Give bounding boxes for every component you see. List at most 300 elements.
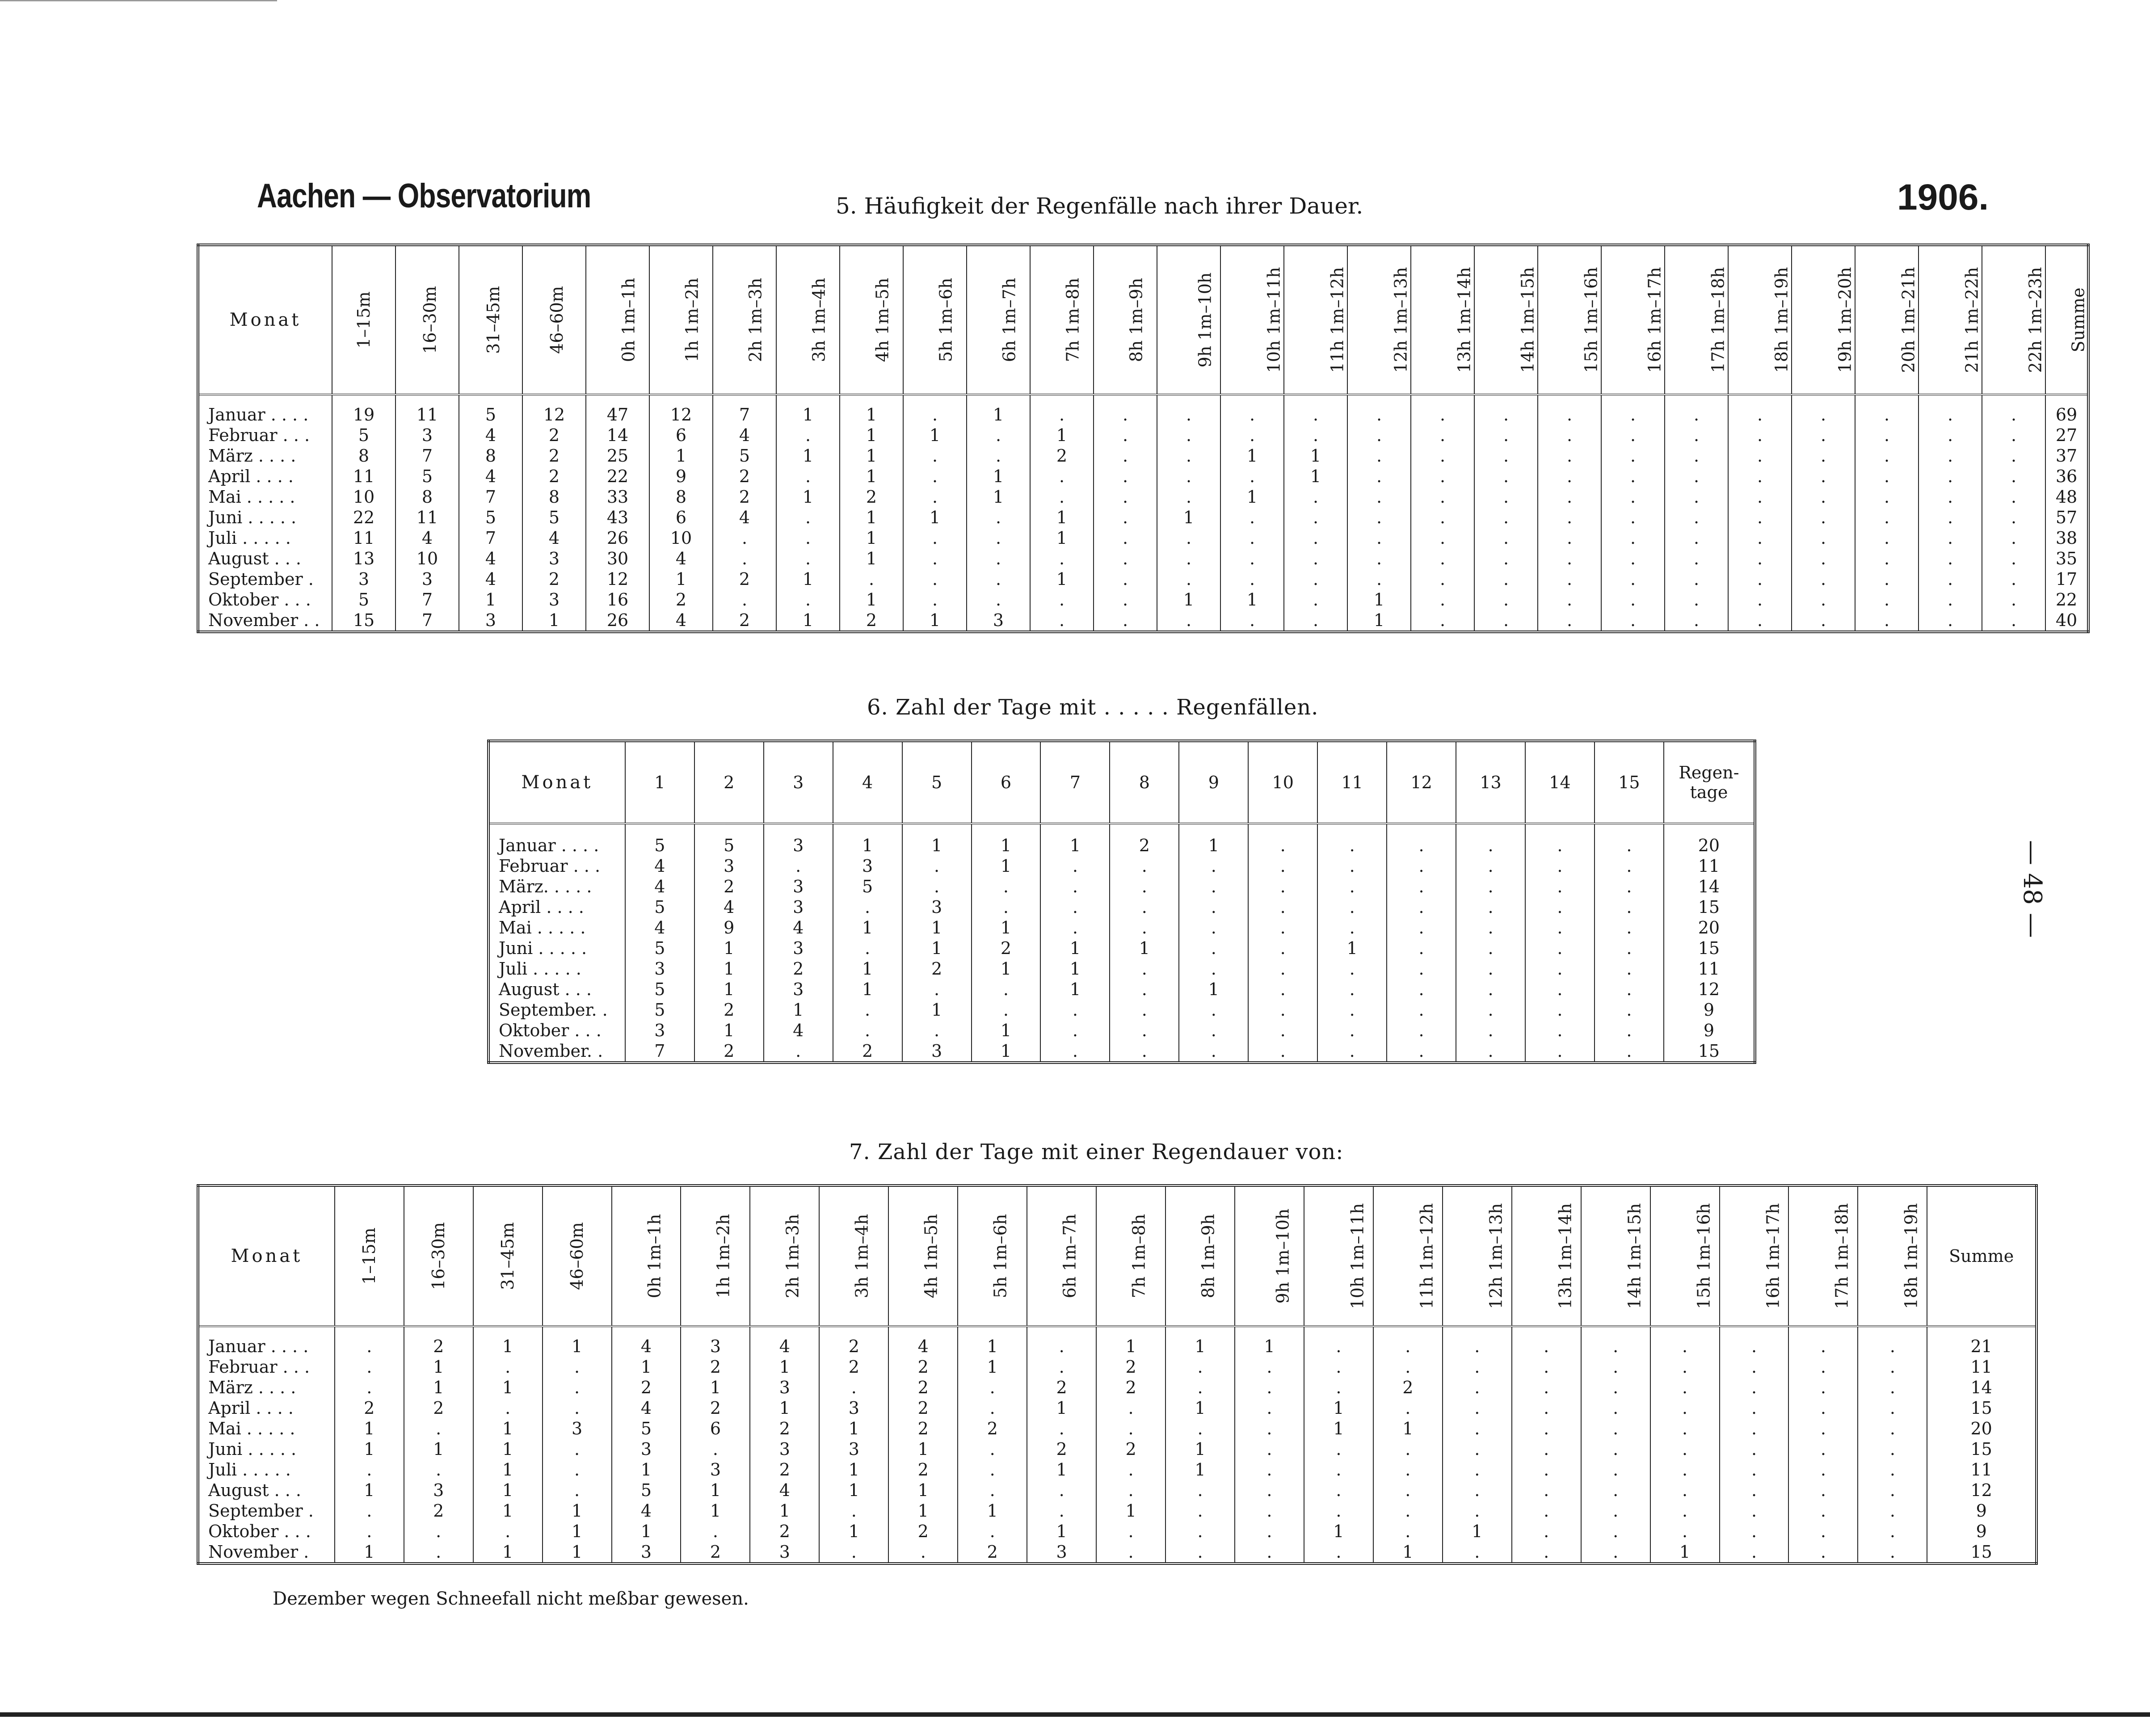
table-cell: . [1792, 466, 1855, 487]
table-cell: . [1855, 487, 1919, 507]
table-cell: . [1110, 917, 1179, 938]
table-cell: . [1788, 1542, 1858, 1564]
table-cell: . [1443, 1398, 1512, 1418]
table-cell: 8 [522, 487, 586, 507]
table-cell: 2 [1096, 1357, 1165, 1377]
column-header-label: 46–60m [547, 286, 567, 354]
table-cell: 5 [833, 876, 902, 897]
table-cell: 6 [649, 425, 713, 446]
table-cell: 1 [972, 917, 1041, 938]
spacer-cell [681, 1326, 750, 1336]
column-header-label: 16h 1m–17h [1645, 267, 1665, 373]
column-header-label: 31–45m [498, 1222, 518, 1290]
table-cell: 1 [543, 1542, 612, 1564]
table-cell: . [1347, 528, 1411, 548]
table-cell: 3 [902, 1041, 972, 1063]
table-cell: . [1248, 958, 1317, 979]
table-cell: . [713, 548, 776, 569]
column-header-month: Monat [488, 741, 625, 824]
column-header [967, 245, 1030, 395]
column-header-label: 11h 1m–12h [1417, 1203, 1437, 1309]
table-cell: . [1601, 589, 1665, 610]
table-cell: . [1235, 1418, 1304, 1439]
column-header-label: 12h 1m–13h [1486, 1203, 1506, 1309]
column-header-label: 13h 1m–14h [1454, 267, 1474, 373]
table-cell: 2 [750, 1521, 819, 1542]
table-cell: . [1512, 1418, 1581, 1439]
spacer-cell [1284, 395, 1347, 404]
top-rule [0, 0, 277, 1]
spacer-cell [1728, 395, 1792, 404]
table-cell: . [1792, 528, 1855, 548]
table-cell: . [1030, 466, 1094, 487]
table-cell: . [1474, 528, 1538, 548]
table-cell: . [1284, 610, 1347, 632]
table-cell: . [1512, 1439, 1581, 1459]
column-header-label: 10 [1272, 773, 1294, 792]
table-cell: . [335, 1377, 404, 1398]
table-row [198, 548, 2088, 569]
table-cell: . [1788, 1398, 1858, 1418]
table-cell: . [1220, 569, 1284, 589]
table-cell: . [776, 425, 840, 446]
table-cell: . [1792, 404, 1855, 425]
spacer-cell [694, 824, 764, 835]
spacer-cell [1474, 395, 1538, 404]
table-cell: 3 [764, 938, 833, 958]
table-cell: . [1512, 1542, 1581, 1564]
column-header-label: 4 [862, 773, 873, 792]
month-label: Januar . . . . [499, 836, 599, 855]
month-label: April . . . . [208, 467, 294, 486]
table-cell: . [1665, 487, 1728, 507]
table-cell: . [1387, 856, 1456, 876]
spacer-cell [1665, 395, 1728, 404]
table-cell: 2 [1096, 1377, 1165, 1398]
table-cell: . [1317, 958, 1387, 979]
table-cell: . [1512, 1480, 1581, 1501]
table-cell: . [1728, 446, 1792, 466]
table-cell: . [1373, 1501, 1443, 1521]
table-cell: . [1982, 528, 2045, 548]
table-cell: . [1094, 446, 1157, 466]
month-label: August . . . [208, 549, 301, 568]
table-cell: . [1179, 938, 1248, 958]
table-cell: 1 [335, 1542, 404, 1564]
table-cell: . [404, 1542, 473, 1564]
table-cell: 4 [459, 569, 522, 589]
table-cell: . [1456, 958, 1525, 979]
table-cell: 4 [713, 425, 776, 446]
table-cell: . [1982, 569, 2045, 589]
table-cell: . [1456, 1000, 1525, 1020]
table-cell: . [1581, 1357, 1650, 1377]
spacer-cell [902, 824, 972, 835]
table-cell: . [1220, 466, 1284, 487]
table-cell: 4 [888, 1336, 958, 1357]
column-header-label: 16–30m [429, 1222, 449, 1290]
month-label: Oktober . . . [208, 590, 311, 609]
table-cell: . [1027, 1418, 1096, 1439]
table-cell: . [1411, 446, 1474, 466]
table-cell: 1 [888, 1439, 958, 1459]
table-cell: . [1919, 610, 1982, 632]
table-cell: 6 [649, 507, 713, 528]
table-cell: . [958, 1377, 1027, 1398]
column-header [958, 1185, 1027, 1326]
table-cell: . [1538, 610, 1601, 632]
spacer-cell [1317, 824, 1387, 835]
table-cell: 2 [694, 876, 764, 897]
table-cell: 1 [473, 1501, 543, 1521]
table-cell: . [1512, 1501, 1581, 1521]
table-cell: . [543, 1377, 612, 1398]
column-header-label: 10h 1m–11h [1264, 267, 1284, 373]
column-header [332, 245, 395, 395]
table-cell: 3 [612, 1439, 681, 1459]
table-cell: . [1411, 425, 1474, 446]
column-header-label: 8h 1m–9h [1198, 1214, 1218, 1299]
table-cell: 4 [459, 425, 522, 446]
bottom-rule [0, 1712, 2150, 1717]
table-cell: 1 [819, 1459, 888, 1480]
table-cell: 3 [395, 569, 459, 589]
column-header-label: 5h 1m–6h [990, 1214, 1010, 1299]
table-cell: . [1538, 466, 1601, 487]
table-cell: . [1855, 425, 1919, 446]
table-cell: . [972, 876, 1041, 897]
column-header [1538, 245, 1601, 395]
table-cell: 47 [586, 404, 649, 425]
table-cell: . [1157, 528, 1220, 548]
month-label: August . . . [499, 979, 592, 999]
table-cell: 2 [958, 1542, 1027, 1564]
table-cell: . [1411, 507, 1474, 528]
table-cell: . [1595, 1041, 1664, 1063]
month-label: Februar . . . [499, 856, 601, 876]
column-header [335, 1185, 404, 1326]
spacer-cell [1179, 824, 1248, 835]
table-cell: 2 [694, 1041, 764, 1063]
table-cell: . [1304, 1357, 1373, 1377]
table-cell: 5 [459, 404, 522, 425]
table-cell: 1 [840, 466, 903, 487]
table-cell: . [1235, 1398, 1304, 1418]
table-cell: . [1157, 446, 1220, 466]
table-cell: . [1650, 1357, 1720, 1377]
table-cell: 2 [888, 1357, 958, 1377]
column-header-label: 5h 1m–6h [936, 277, 956, 362]
table-cell: . [1538, 589, 1601, 610]
column-header [1096, 1185, 1165, 1326]
table-cell: 10 [332, 487, 395, 507]
column-header [522, 245, 586, 395]
table-cell: . [1248, 1000, 1317, 1020]
table-cell: . [1595, 856, 1664, 876]
column-header-label: 6h 1m–7h [1060, 1214, 1080, 1299]
column-header [1030, 245, 1094, 395]
table-cell: . [1474, 507, 1538, 528]
table-row [198, 1418, 2036, 1439]
table-cell: . [1235, 1439, 1304, 1459]
month-label: Februar . . . [208, 1357, 310, 1377]
table-cell: 3 [404, 1480, 473, 1501]
table-cell: . [1474, 589, 1538, 610]
spacer-cell [1982, 395, 2045, 404]
column-header-label: 6h 1m–7h [999, 277, 1019, 362]
table-cell: . [1538, 528, 1601, 548]
table-cell: 1 [902, 938, 972, 958]
table-cell: . [1855, 507, 1919, 528]
table-cell: . [1235, 1480, 1304, 1501]
table-cell: . [1347, 446, 1411, 466]
table-cell: . [1855, 404, 1919, 425]
table-cell: . [776, 528, 840, 548]
column-header [1927, 1185, 2036, 1326]
table-cell: 13 [332, 548, 395, 569]
table-cell: . [1665, 425, 1728, 446]
column-header-label: 2 [724, 773, 735, 792]
section-title-7: 7. Zahl der Tage mit einer Regendauer von: [849, 1139, 1344, 1164]
table-cell: . [1347, 548, 1411, 569]
table-cell: . [1601, 404, 1665, 425]
table-cell: . [1728, 404, 1792, 425]
table-cell: . [1982, 466, 2045, 487]
table-cell: . [1595, 958, 1664, 979]
table-cell: 5 [612, 1480, 681, 1501]
table-cell: . [903, 589, 967, 610]
table-cell: 4 [459, 466, 522, 487]
month-label: September. . [499, 1000, 608, 1020]
table-cell: . [1387, 835, 1456, 856]
table-cell: . [1304, 1542, 1373, 1564]
table-cell: . [335, 1357, 404, 1377]
table-cell: 1 [819, 1521, 888, 1542]
table-cell: 1 [473, 1377, 543, 1398]
table-cell: 2 [694, 1000, 764, 1020]
column-header [1720, 1185, 1789, 1326]
table-cell: . [473, 1398, 543, 1418]
table-cell: 1 [694, 1020, 764, 1041]
table-cell: 7 [459, 487, 522, 507]
table-cell: . [1525, 979, 1595, 1000]
table-cell: . [1094, 425, 1157, 446]
month-label: Juli . . . . . [208, 528, 291, 548]
table-cell: . [958, 1521, 1027, 1542]
table-cell: . [1788, 1418, 1858, 1439]
spacer-cell [1581, 1326, 1650, 1336]
table-cell: 1 [1030, 425, 1094, 446]
table-cell: . [1284, 425, 1347, 446]
table-cell: 1 [750, 1501, 819, 1521]
column-header [1347, 245, 1411, 395]
table-cell: 27 [2045, 425, 2088, 446]
page-number: — 48 — [2018, 840, 2047, 938]
table-cell: 5 [625, 835, 694, 856]
table-cell: 1 [1179, 979, 1248, 1000]
table-cell: 1 [1317, 938, 1387, 958]
table-row [198, 466, 2088, 487]
table-cell: 1 [473, 1459, 543, 1480]
spacer-cell [1110, 824, 1179, 835]
table-row [198, 1542, 2036, 1564]
table-cell: 15 [1927, 1542, 2036, 1564]
month-label: April . . . . [208, 1398, 294, 1418]
spacer-cell [1443, 1326, 1512, 1336]
column-header [1919, 245, 1982, 395]
column-header-label: 15h 1m–16h [1694, 1203, 1714, 1309]
table-cell: . [967, 569, 1030, 589]
table-cell: 1 [1373, 1418, 1443, 1439]
table-cell: . [1411, 466, 1474, 487]
column-header [1317, 741, 1387, 824]
table-cell: . [1858, 1521, 1927, 1542]
table-cell: 2 [1027, 1377, 1096, 1398]
table-cell: . [1304, 1501, 1373, 1521]
table-cell: 4 [612, 1501, 681, 1521]
table-row [198, 1336, 2036, 1357]
table-cell: 3 [522, 589, 586, 610]
table-cell: . [1665, 610, 1728, 632]
table-cell: 1 [833, 979, 902, 1000]
spacer-cell [1650, 1326, 1720, 1336]
table-cell: . [833, 938, 902, 958]
table-cell: 2 [713, 466, 776, 487]
table-cell: 1 [903, 610, 967, 632]
table-cell: 9 [1664, 1000, 1755, 1020]
table-cell: 1 [335, 1480, 404, 1501]
table-cell: . [1373, 1521, 1443, 1542]
table-cell: . [1538, 507, 1601, 528]
table-cell: 2 [819, 1357, 888, 1377]
table-cell: . [1474, 569, 1538, 589]
table-cell: . [1347, 569, 1411, 589]
table-cell: 3 [902, 897, 972, 917]
table-cell: . [1411, 610, 1474, 632]
table-cell: . [1855, 569, 1919, 589]
table-cell: 1 [649, 446, 713, 466]
column-header [2045, 245, 2088, 395]
table-cell: . [1595, 897, 1664, 917]
table-cell: 1 [681, 1501, 750, 1521]
table-cell: 2 [750, 1459, 819, 1480]
table-cell: . [1094, 589, 1157, 610]
table-cell: 1 [694, 938, 764, 958]
month-label: Mai . . . . . [208, 487, 295, 507]
table-cell: . [1720, 1439, 1789, 1459]
spacer-cell [1858, 1326, 1927, 1336]
table-cell: . [1110, 856, 1179, 876]
table-cell: . [902, 1020, 972, 1041]
table-cell: . [1304, 1480, 1373, 1501]
table-cell: 2 [888, 1521, 958, 1542]
table-cell: 1 [1347, 610, 1411, 632]
spacer-cell [404, 1326, 473, 1336]
header-year: 1906. [1897, 177, 1989, 218]
table-cell: . [1581, 1398, 1650, 1418]
table-cell: . [972, 979, 1041, 1000]
spacer-cell [1919, 395, 1982, 404]
spacer-cell [967, 395, 1030, 404]
table-cell: . [1030, 548, 1094, 569]
table-cell: 1 [776, 446, 840, 466]
table-cell: . [1855, 610, 1919, 632]
table-row [198, 1480, 2036, 1501]
table-cell: . [404, 1459, 473, 1480]
table-cell: . [1538, 425, 1601, 446]
table-cell: . [1720, 1501, 1789, 1521]
table-cell: 5 [459, 507, 522, 528]
month-label: September . [208, 1501, 314, 1521]
table-cell: . [1855, 446, 1919, 466]
column-header-label: 3h 1m–4h [809, 277, 829, 362]
table-cell: 20 [1664, 835, 1755, 856]
table-cell: 4 [764, 917, 833, 938]
table-cell: 3 [764, 835, 833, 856]
table-cell: . [1387, 897, 1456, 917]
table-cell: . [1096, 1459, 1165, 1480]
table-cell: 1 [958, 1357, 1027, 1377]
table-cell: . [1387, 958, 1456, 979]
table-cell: 7 [395, 610, 459, 632]
table-cell: 1 [473, 1418, 543, 1439]
month-label: März . . . . [208, 1378, 296, 1397]
table-cell: . [1040, 1000, 1110, 1020]
table-row [488, 1020, 1755, 1041]
spacer-cell [198, 395, 332, 404]
table-cell: 1 [612, 1459, 681, 1480]
spacer-cell [1720, 1326, 1789, 1336]
table-cell: . [1179, 958, 1248, 979]
table-cell: . [1982, 589, 2045, 610]
table-cell: . [967, 446, 1030, 466]
column-header-label: Summe [2068, 287, 2088, 353]
table-cell: . [1650, 1521, 1720, 1542]
table-row [488, 917, 1755, 938]
column-header [1525, 741, 1595, 824]
spacer-cell [1373, 1326, 1443, 1336]
table-cell: 1 [1220, 446, 1284, 466]
table-cell: . [1919, 425, 1982, 446]
table-cell: 1 [543, 1501, 612, 1521]
spacer-cell [713, 395, 776, 404]
column-header [1665, 245, 1728, 395]
table-cell: . [1165, 1357, 1235, 1377]
column-header [681, 1185, 750, 1326]
column-header-label: 9h 1m–10h [1195, 272, 1215, 368]
table-cell: . [1728, 569, 1792, 589]
table-cell: . [1792, 487, 1855, 507]
table-cell: 1 [750, 1398, 819, 1418]
table-cell: 2 [522, 425, 586, 446]
table-cell: 2 [681, 1398, 750, 1418]
table-cell: 22 [332, 507, 395, 528]
table-cell: . [1474, 466, 1538, 487]
table-cell: 6 [681, 1418, 750, 1439]
table-cell: . [1474, 446, 1538, 466]
table-cell: . [1248, 1041, 1317, 1063]
table-cell: . [1248, 1020, 1317, 1041]
table-cell: . [1411, 548, 1474, 569]
table-cell: . [1919, 569, 1982, 589]
table-cell: . [1284, 507, 1347, 528]
table-cell: . [1179, 917, 1248, 938]
table-cell: 2 [888, 1398, 958, 1418]
table-cell: . [967, 548, 1030, 569]
column-header-label: 4h 1m–5h [872, 277, 892, 362]
column-header [404, 1185, 473, 1326]
table-cell: . [967, 528, 1030, 548]
